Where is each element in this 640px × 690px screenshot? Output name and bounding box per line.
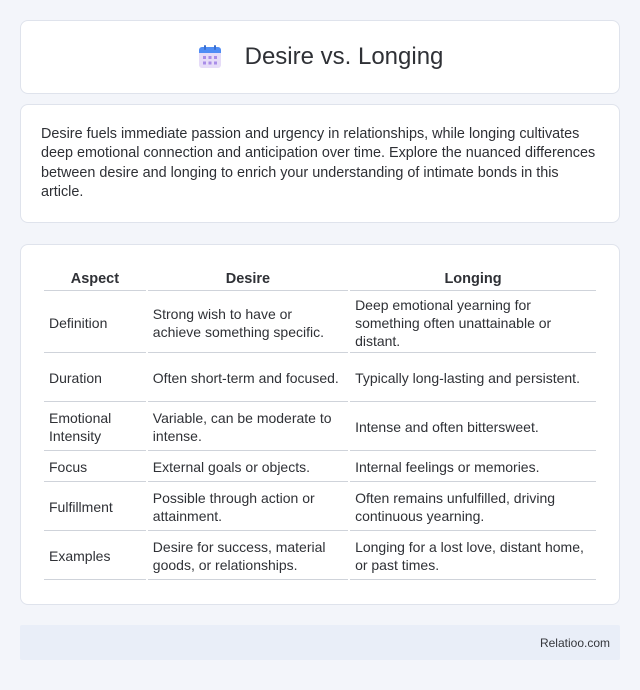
header-longing: Longing (350, 267, 596, 291)
page-title: Desire vs. Longing (244, 43, 444, 70)
cell-aspect: Fulfillment (44, 484, 146, 531)
header-desire: Desire (148, 267, 348, 291)
cell-aspect: Focus (44, 453, 146, 482)
table-row (44, 404, 596, 451)
cell-desire: Strong wish to have or achieve something specific. (148, 293, 348, 353)
cell-longing: Often remains unfulfilled, driving continuous yearning. (350, 484, 596, 531)
cell-aspect: Definition (44, 293, 146, 353)
table-row (44, 453, 596, 482)
cell-desire: External goals or objects. (148, 453, 348, 482)
table-row (44, 484, 596, 531)
cell-aspect: Examples (44, 533, 146, 580)
intro-paragraph: Desire fuels immediate passion and urgency in relationships, while longing cultivates deep emotional connection and anticipation over time. Explore the nuanced differences between desire and longing to enrich your understanding of intimate bonds in this article. (41, 126, 596, 201)
cell-desire: Possible through action or attainment. (148, 484, 348, 531)
cell-longing: Deep emotional yearning for something often unattainable or distant. (350, 293, 596, 353)
table-row (44, 355, 596, 402)
cell-longing: Internal feelings or memories. (350, 453, 596, 482)
comparison-table (42, 265, 598, 582)
cell-aspect: Duration (44, 355, 146, 402)
header-aspect: Aspect (44, 267, 146, 291)
comparison-card (20, 244, 620, 605)
cell-longing: Typically long-lasting and persistent. (350, 355, 596, 402)
table-header-row (44, 267, 596, 291)
cell-longing: Longing for a lost love, distant home, or past times. (350, 533, 596, 580)
cell-aspect: Emotional Intensity (44, 404, 146, 451)
table-row (44, 293, 596, 353)
footer (20, 625, 620, 660)
footer-site-name: Relatioo.com (539, 635, 610, 650)
cell-longing: Intense and often bittersweet. (350, 404, 596, 451)
title-card (20, 20, 620, 94)
calendar-icon (197, 44, 223, 70)
intro-card (20, 104, 620, 223)
cell-desire: Often short-term and focused. (148, 355, 348, 402)
cell-desire: Desire for success, material goods, or relationships. (148, 533, 348, 580)
table-row (44, 533, 596, 580)
cell-desire: Variable, can be moderate to intense. (148, 404, 348, 451)
